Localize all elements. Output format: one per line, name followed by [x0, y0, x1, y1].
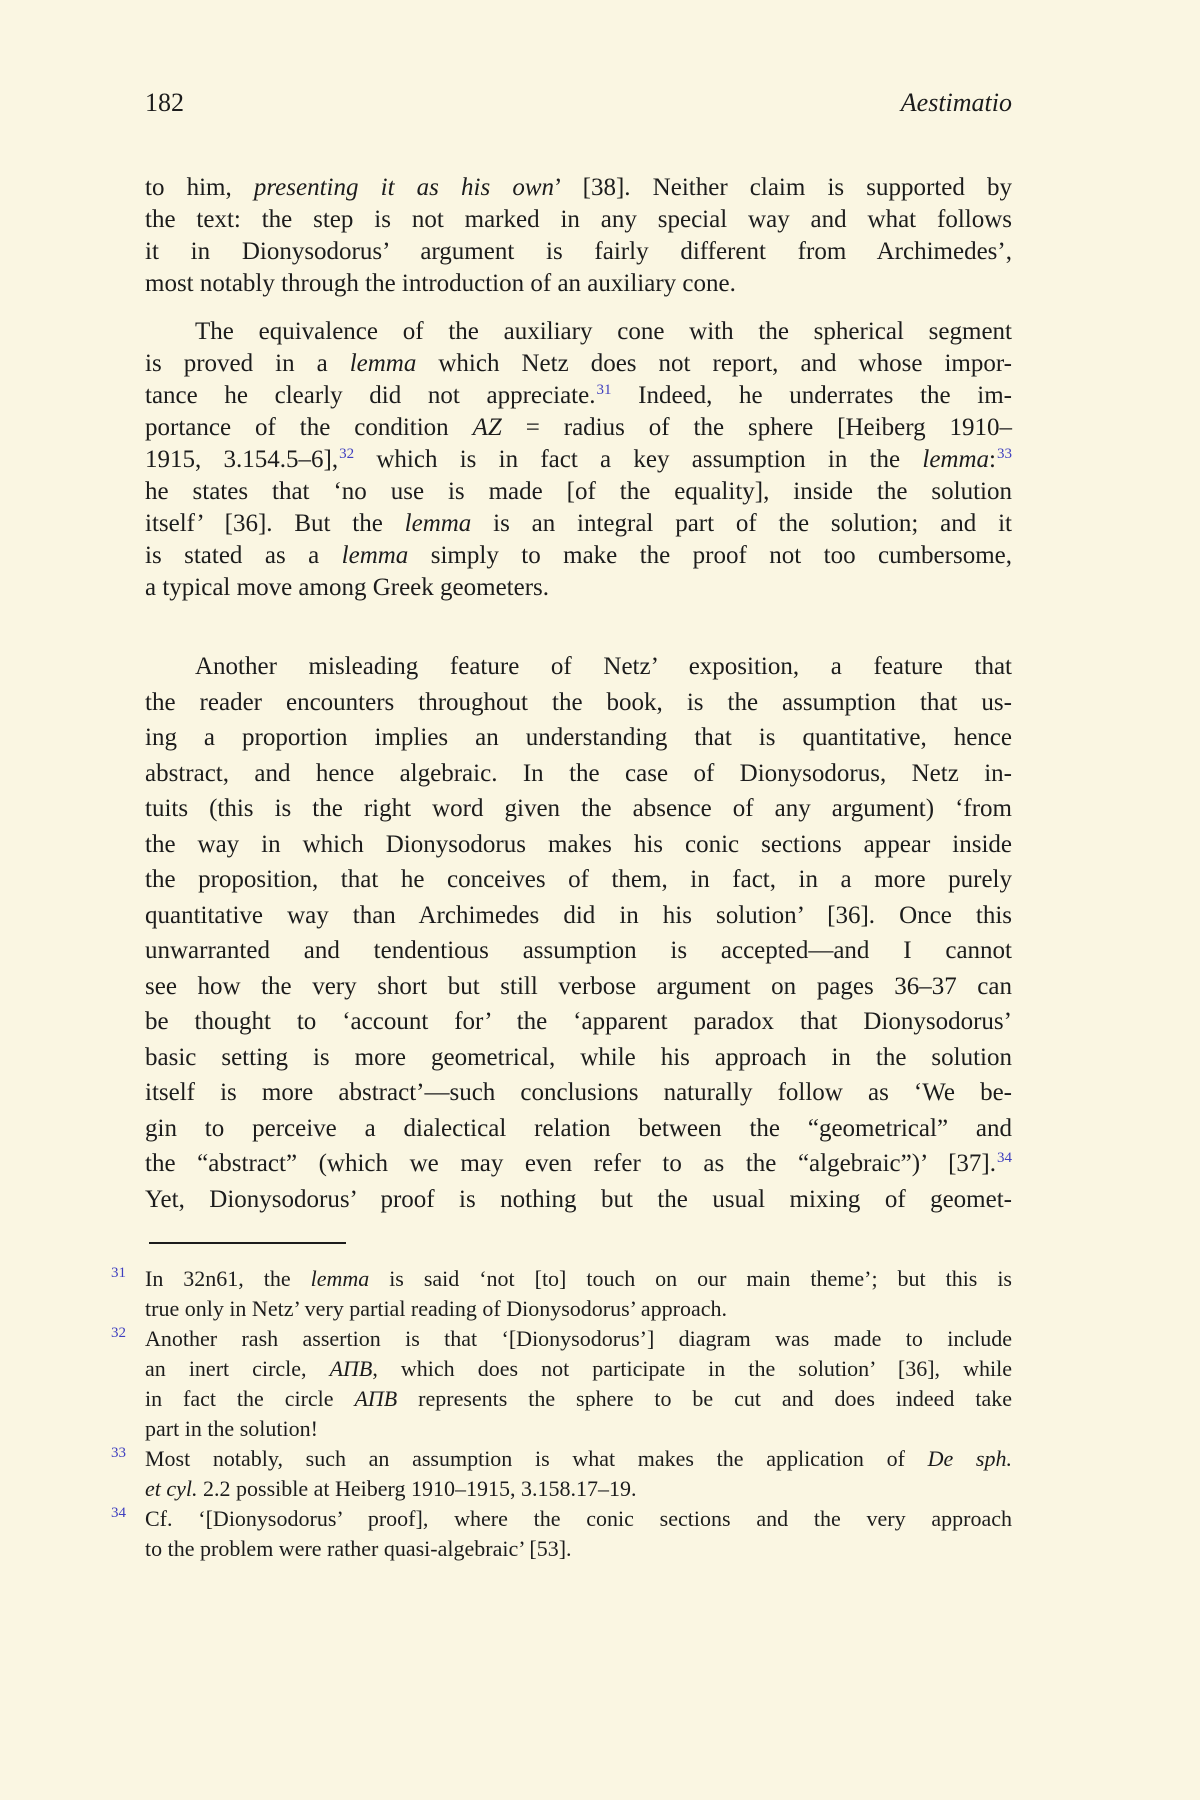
text-line: [145, 1384, 1012, 1414]
text-line: [145, 969, 1012, 1005]
footnote-text: [145, 1324, 1012, 1444]
footnote-marker: 33: [997, 446, 1012, 462]
text-line: [145, 572, 1012, 604]
text-segment: see how the very short but still verbose argument on pages 36–37 can: [145, 972, 1012, 1000]
text-line: [145, 1354, 1012, 1384]
text-segment: he states that ‘no use is made [of the equality], inside the solution: [145, 478, 1012, 505]
text-line: [145, 1444, 1012, 1474]
footnote-number: 32: [111, 1325, 126, 1341]
text-segment: simply to make the proof not too cumbersome,: [408, 542, 1012, 569]
text-line: [145, 380, 1012, 412]
text-segment: tuits (this is the right word given the absence of any argument) ‘from: [145, 795, 1012, 822]
text-segment: itself’ [36]. But the: [145, 510, 405, 537]
footnote-marker: 32: [339, 446, 355, 462]
footnote-marker: 34: [997, 1150, 1012, 1166]
text-line: [145, 827, 1012, 863]
journal-title: Aestimatio: [900, 88, 1012, 117]
footnote-marker: 31: [596, 382, 612, 398]
italic-text: AZ: [472, 414, 502, 441]
text-segment: = radius of the sphere [Heiberg 1910–: [501, 414, 1012, 441]
running-header: [145, 88, 1012, 118]
footnote-rule: [149, 1242, 346, 1244]
text-line: [145, 862, 1012, 898]
text-line: [145, 898, 1012, 934]
text-segment: which Netz does not report, and whose impor-: [416, 350, 1012, 377]
italic-text: lemma: [341, 542, 409, 569]
text-line: [145, 1414, 1012, 1444]
text-line: [145, 476, 1012, 508]
text-line: [145, 508, 1012, 540]
text-segment: in fact the circle: [145, 1386, 355, 1411]
text-line: [145, 172, 1012, 204]
text-line: [145, 1324, 1012, 1354]
italic-text: lemma: [922, 446, 990, 473]
text-segment: to the problem were rather quasi-algebraic’ [53].: [145, 1536, 572, 1561]
text-line: [145, 1040, 1012, 1076]
text-segment: is said ‘not [to] touch on our main theme’; but this is: [369, 1266, 1012, 1291]
text-segment: true only in Netz’ very partial reading of Dionysodorus’ approach.: [145, 1296, 727, 1321]
text-line: [145, 1004, 1012, 1040]
footnote-32: [111, 1324, 1012, 1444]
text-segment: abstract, and hence algebraic. In the case of Dionysodorus, Netz in-: [145, 759, 1012, 787]
text-segment: Indeed, he underrates the im-: [611, 382, 1012, 409]
text-segment: 2.2 possible at Heiberg 1910–1915, 3.158.17–19.: [197, 1476, 637, 1501]
footnote-number: 34: [111, 1505, 126, 1521]
text-line: [145, 348, 1012, 380]
footnotes: [111, 1264, 1012, 1564]
text-segment: Another misleading feature of Netz’ exposition, a feature that: [195, 653, 1012, 680]
text-segment: Yet, Dionysodorus’ proof is nothing but the usual mixing of geomet-: [145, 1185, 1012, 1213]
text-segment: ’ [38]. Neither claim is supported by: [554, 174, 1013, 201]
italic-text: et cyl.: [145, 1476, 198, 1501]
text-segment: The equivalence of the auxiliary cone with the spherical segment: [195, 318, 1012, 345]
text-segment: tance he clearly did not appreciate.: [145, 382, 596, 409]
body-paragraph-1: [145, 172, 1012, 300]
footnote-number: 33: [111, 1445, 126, 1461]
text-segment: is stated as a: [145, 542, 342, 569]
text-segment: a typical move among Greek geometers.: [145, 574, 550, 601]
text-segment: the “abstract” (which we may even refer to as the “algebraic”)’ [37].: [145, 1150, 996, 1177]
footnote-34: [111, 1504, 1012, 1564]
text-line: [145, 685, 1012, 721]
italic-text: AΠB: [354, 1386, 398, 1411]
body-paragraph-2: [145, 316, 1012, 604]
text-segment: basic setting is more geometrical, while his approach in the solution: [145, 1043, 1012, 1071]
text-segment: In 32n61, the: [145, 1266, 311, 1291]
text-segment: quantitative way than Archimedes did in his solution’ [36]. Once this: [145, 901, 1012, 929]
footnote-33: [111, 1444, 1012, 1504]
text-line: [145, 412, 1012, 444]
text-segment: which is in fact a key assumption in the: [354, 446, 923, 473]
text-segment: the proposition, that he conceives of them, in fact, in a more purely: [145, 866, 1012, 893]
footnote-31: [111, 1264, 1012, 1324]
text-segment: it in Dionysodorus’ argument is fairly different from Archimedes’,: [145, 238, 1012, 265]
text-segment: be thought to ‘account for’ the ‘apparent paradox that Dionysodorus’: [145, 1008, 1012, 1035]
italic-text: De sph.: [927, 1446, 1012, 1471]
text-line: [145, 720, 1012, 756]
text-line: [145, 1504, 1012, 1534]
text-segment: represents the sphere to be cut and does indeed take: [397, 1386, 1012, 1411]
text-segment: portance of the condition: [145, 414, 473, 441]
text-line: [145, 1264, 1012, 1294]
text-line: [145, 316, 1012, 348]
italic-text: lemma: [310, 1266, 370, 1291]
text-segment: the text: the step is not marked in any special way and what follows: [145, 206, 1012, 233]
text-line: [145, 268, 1012, 300]
text-segment: Most notably, such an assumption is what makes the application of: [145, 1446, 928, 1471]
italic-text: AΠB: [329, 1356, 373, 1381]
italic-text: lemma: [404, 510, 472, 537]
body-paragraph-3: [145, 649, 1012, 1217]
text-segment: the reader encounters throughout the book, is the assumption that us-: [145, 688, 1012, 716]
text-line: [145, 444, 1012, 476]
text-segment: Cf. ‘[Dionysodorus’ proof], where the conic sections and the very approach: [145, 1506, 1012, 1531]
text-line: [145, 540, 1012, 572]
text-segment: is proved in a: [145, 350, 350, 377]
text-segment: itself is more abstract’—such conclusions naturally follow as ‘We be-: [145, 1079, 1012, 1106]
text-segment: :: [989, 446, 996, 473]
text-line: [145, 236, 1012, 268]
text-line: [145, 1474, 1012, 1504]
text-line: [145, 1534, 1012, 1564]
text-segment: an inert circle,: [145, 1356, 330, 1381]
text-line: [145, 1111, 1012, 1147]
text-line: [145, 1294, 1012, 1324]
text-line: [145, 756, 1012, 792]
text-segment: Another rash assertion is that ‘[Dionysodorus’] diagram was made to include: [145, 1326, 1012, 1351]
text-line: [145, 791, 1012, 827]
text-column: [111, 0, 1013, 1800]
text-line: [145, 1146, 1012, 1182]
text-segment: is an integral part of the solution; and it: [471, 510, 1012, 537]
text-segment: part in the solution!: [145, 1416, 318, 1441]
text-segment: gin to perceive a dialectical relation between the “geometrical” and: [145, 1114, 1012, 1142]
text-segment: the way in which Dionysodorus makes his conic sections appear inside: [145, 830, 1012, 858]
text-line: [145, 649, 1012, 685]
text-segment: , which does not participate in the solution’ [36], while: [372, 1356, 1012, 1381]
footnote-text: [145, 1504, 1012, 1564]
text-line: [145, 933, 1012, 969]
text-segment: unwarranted and tendentious assumption is accepted—and I cannot: [145, 937, 1012, 964]
text-line: [145, 1182, 1012, 1218]
footnote-text: [145, 1444, 1012, 1504]
italic-text: lemma: [349, 350, 417, 377]
italic-text: presenting it as his own: [253, 174, 555, 201]
text-segment: ing a proportion implies an understanding that is quantitative, hence: [145, 724, 1012, 751]
footnote-text: [145, 1264, 1012, 1324]
text-segment: most notably through the introduction of an auxiliary cone.: [145, 270, 736, 297]
text-line: [145, 1075, 1012, 1111]
text-segment: to him,: [145, 174, 254, 201]
text-segment: 1915, 3.154.5–6],: [145, 446, 339, 473]
text-line: [145, 204, 1012, 236]
footnote-number: 31: [111, 1265, 126, 1281]
page-number: 182: [145, 88, 184, 117]
